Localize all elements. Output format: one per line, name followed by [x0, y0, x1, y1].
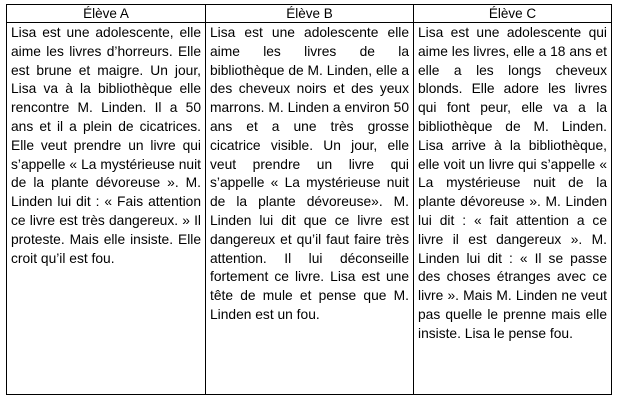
cell-eleve-c [414, 23, 612, 395]
student-comparison-table [6, 4, 612, 395]
header-row [7, 5, 612, 23]
header-eleve-a: Élève A [7, 5, 206, 23]
text-eleve-c: Lisa est une adolescente qui aime les livres, elle a 18 ans et elle a les longs cheveux blonds. Elle adore les livres qui font peur, elle va a la bibliothèque de M. Linden. Lisa arrive à la bibliothèque, elle voit un livre qui s’appelle « La mystérieuse nuit de la plante dévoreuse ». M. Linden lui dit : « fait attention a ce livre il est dangereux ». M. Linden lui dit : « Il se passe des choses étranges avec ce livre ». Mais M. Linden ne veut pas quelle le prenne mais elle insiste. Lisa le pense fou. [418, 25, 607, 341]
text-row [7, 23, 612, 395]
text-eleve-b: Lisa est une adolescente elle aime les livres de la bibliothèque de M. Linden, elle a des cheveux noirs et des yeux marrons. M. Linden a environ 50 ans et a une très grosse cicatrice visible. Un jour, elle veut prendre un livre qui s’appelle « La mystérieuse nuit de la plante dévoreuse». M. Linden lui dit que ce livre est dangereux et qu’il faut faire très attention. Il lui déconseille fortement ce livre. Lisa est une tête de mule et pense que M. Linden est un fou. [210, 25, 409, 322]
text-eleve-a: Lisa est une adolescente, elle aime les livres d’horreurs. Elle est brune et maigre. Un jour, Lisa va à la bibliothèque elle rencontre M. Linden. Il a 50 ans et il a plein de cicatrices. Elle veut prendre un livre qui s’appelle « La mystérieuse nuit de la plante dévoreuse ». M. Linden lui dit : « Fais attention ce livre est très dangereux. » Il proteste. Mais elle insiste. Elle croit qu’il est fou. [11, 25, 201, 266]
cell-eleve-a [7, 23, 206, 395]
cell-eleve-b [206, 23, 414, 395]
header-eleve-b: Élève B [206, 5, 414, 23]
comparison-table-wrapper [6, 4, 611, 395]
header-eleve-c: Élève C [414, 5, 612, 23]
